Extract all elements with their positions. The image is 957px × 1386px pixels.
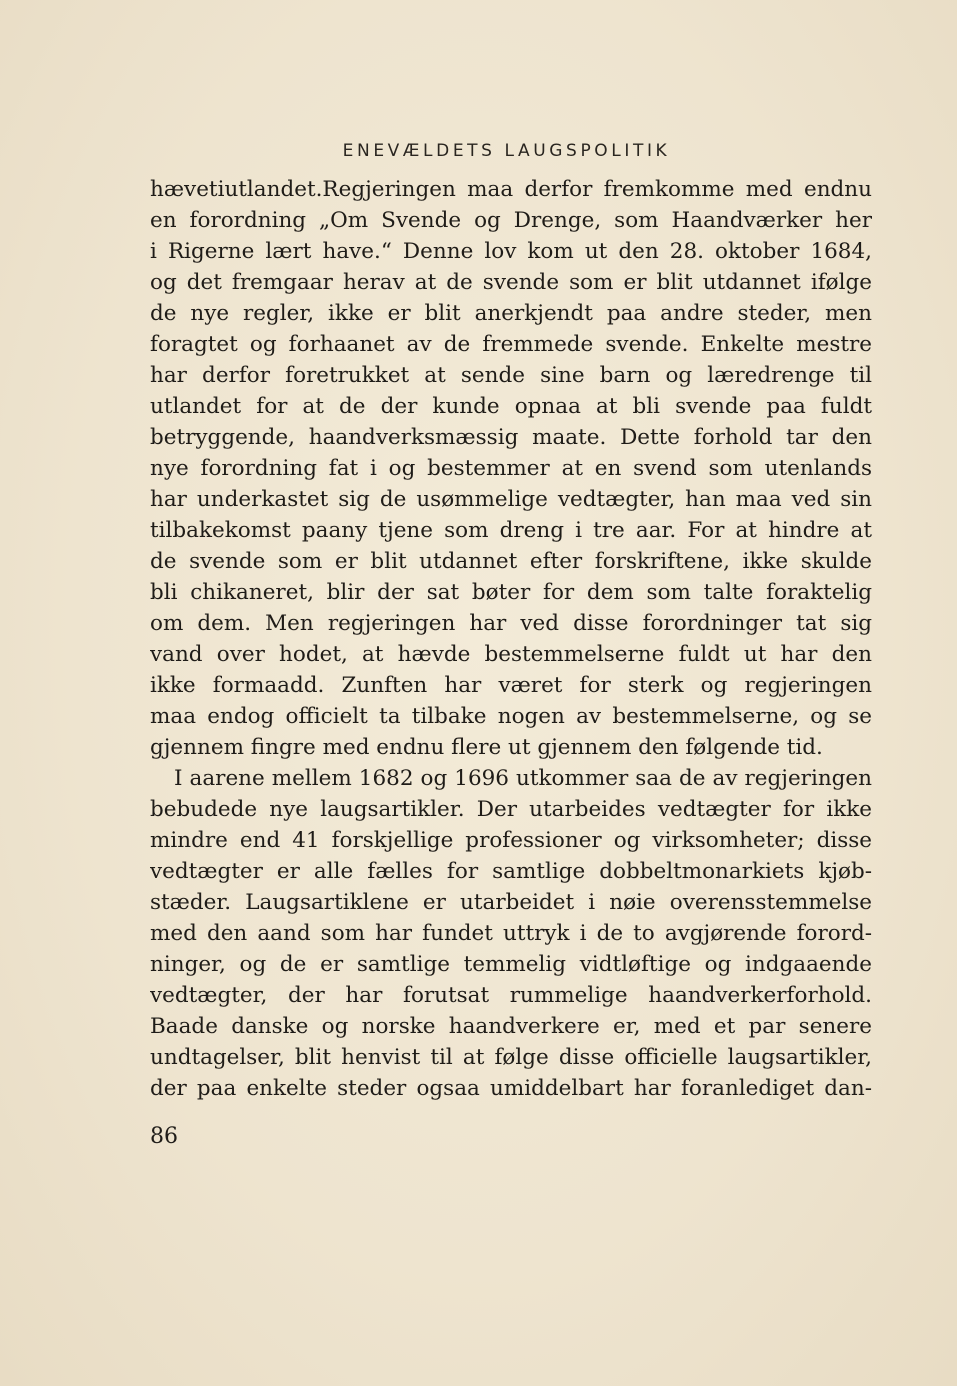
text-line: om dem. Men regjeringen har ved disse forordninger tat sig — [150, 611, 872, 636]
text-line: de nye regler, ikke er blit anerkjendt paa andre steder, men — [150, 301, 872, 326]
paragraph-1 — [150, 174, 872, 763]
text-line: bli chikaneret, blir der sat bøter for dem som talte foraktelig — [150, 580, 872, 605]
text-line: de svende som er blit utdannet efter forskriftene, ikke skulde — [150, 549, 872, 574]
text-line: Baade danske og norske haandverkere er, med et par senere — [150, 1014, 872, 1039]
body-text — [150, 174, 872, 1104]
text-line: med den aand som har fundet uttryk i de to avgjørende forord- — [150, 921, 872, 946]
text-line: I aarene mellem 1682 og 1696 utkommer saa de av regjeringen — [174, 766, 872, 791]
text-line: hævetiutlandet.Regjeringen maa derfor fremkomme med endnu — [150, 177, 872, 202]
text-line: maa endog officielt ta tilbake nogen av bestemmelserne, og se — [150, 704, 872, 729]
text-line: bebudede nye laugsartikler. Der utarbeides vedtægter for ikke — [150, 797, 872, 822]
text-line: stæder. Laugsartiklene er utarbeidet i nøie overensstemmelse — [150, 890, 872, 915]
text-line: vedtægter, der har forutsat rummelige haandverkerforhold. — [150, 983, 872, 1008]
text-line: og det fremgaar herav at de svende som er blit utdannet ifølge — [150, 270, 872, 295]
text-line: vedtægter er alle fælles for samtlige dobbeltmonarkiets kjøb- — [150, 859, 872, 884]
text-line: nye forordning fat i og bestemmer at en svend som utenlands — [150, 456, 872, 481]
text-line: foragtet og forhaanet av de fremmede svende. Enkelte mestre — [150, 332, 872, 357]
text-line: ninger, og de er samtlige temmelig vidtløftige og indgaaende — [150, 952, 872, 977]
running-head: ENEVÆLDETS LAUGSPOLITIK — [342, 141, 671, 161]
text-line: utlandet for at de der kunde opnaa at bli svende paa fuldt — [150, 394, 872, 419]
paragraph-2 — [150, 763, 872, 1104]
text-line: ikke formaadd. Zunften har været for sterk og regjeringen — [150, 673, 872, 698]
page-number: 86 — [150, 1124, 178, 1149]
text-line: vand over hodet, at hævde bestemmelserne fuldt ut har den — [150, 642, 872, 667]
text-line: i Rigerne lært have.“ Denne lov kom ut den 28. oktober 1684, — [150, 239, 872, 264]
text-line: mindre end 41 forskjellige professioner og virksomheter; disse — [150, 828, 872, 853]
text-line: har derfor foretrukket at sende sine barn og læredrenge til — [150, 363, 872, 388]
text-line: der paa enkelte steder ogsaa umiddelbart har foranlediget dan- — [150, 1076, 872, 1101]
text-line: har underkastet sig de usømmelige vedtægter, han maa ved sin — [150, 487, 872, 512]
text-line: undtagelser, blit henvist til at følge disse officielle laugsartikler, — [150, 1045, 872, 1070]
text-line: betryggende, haandverksmæssig maate. Dette forhold tar den — [150, 425, 872, 450]
text-line: gjennem fingre med endnu flere ut gjennem den følgende tid. — [150, 735, 823, 760]
text-line: en forordning „Om Svende og Drenge, som Haandværker her — [150, 208, 872, 233]
text-line: tilbakekomst paany tjene som dreng i tre aar. For at hindre at — [150, 518, 872, 543]
